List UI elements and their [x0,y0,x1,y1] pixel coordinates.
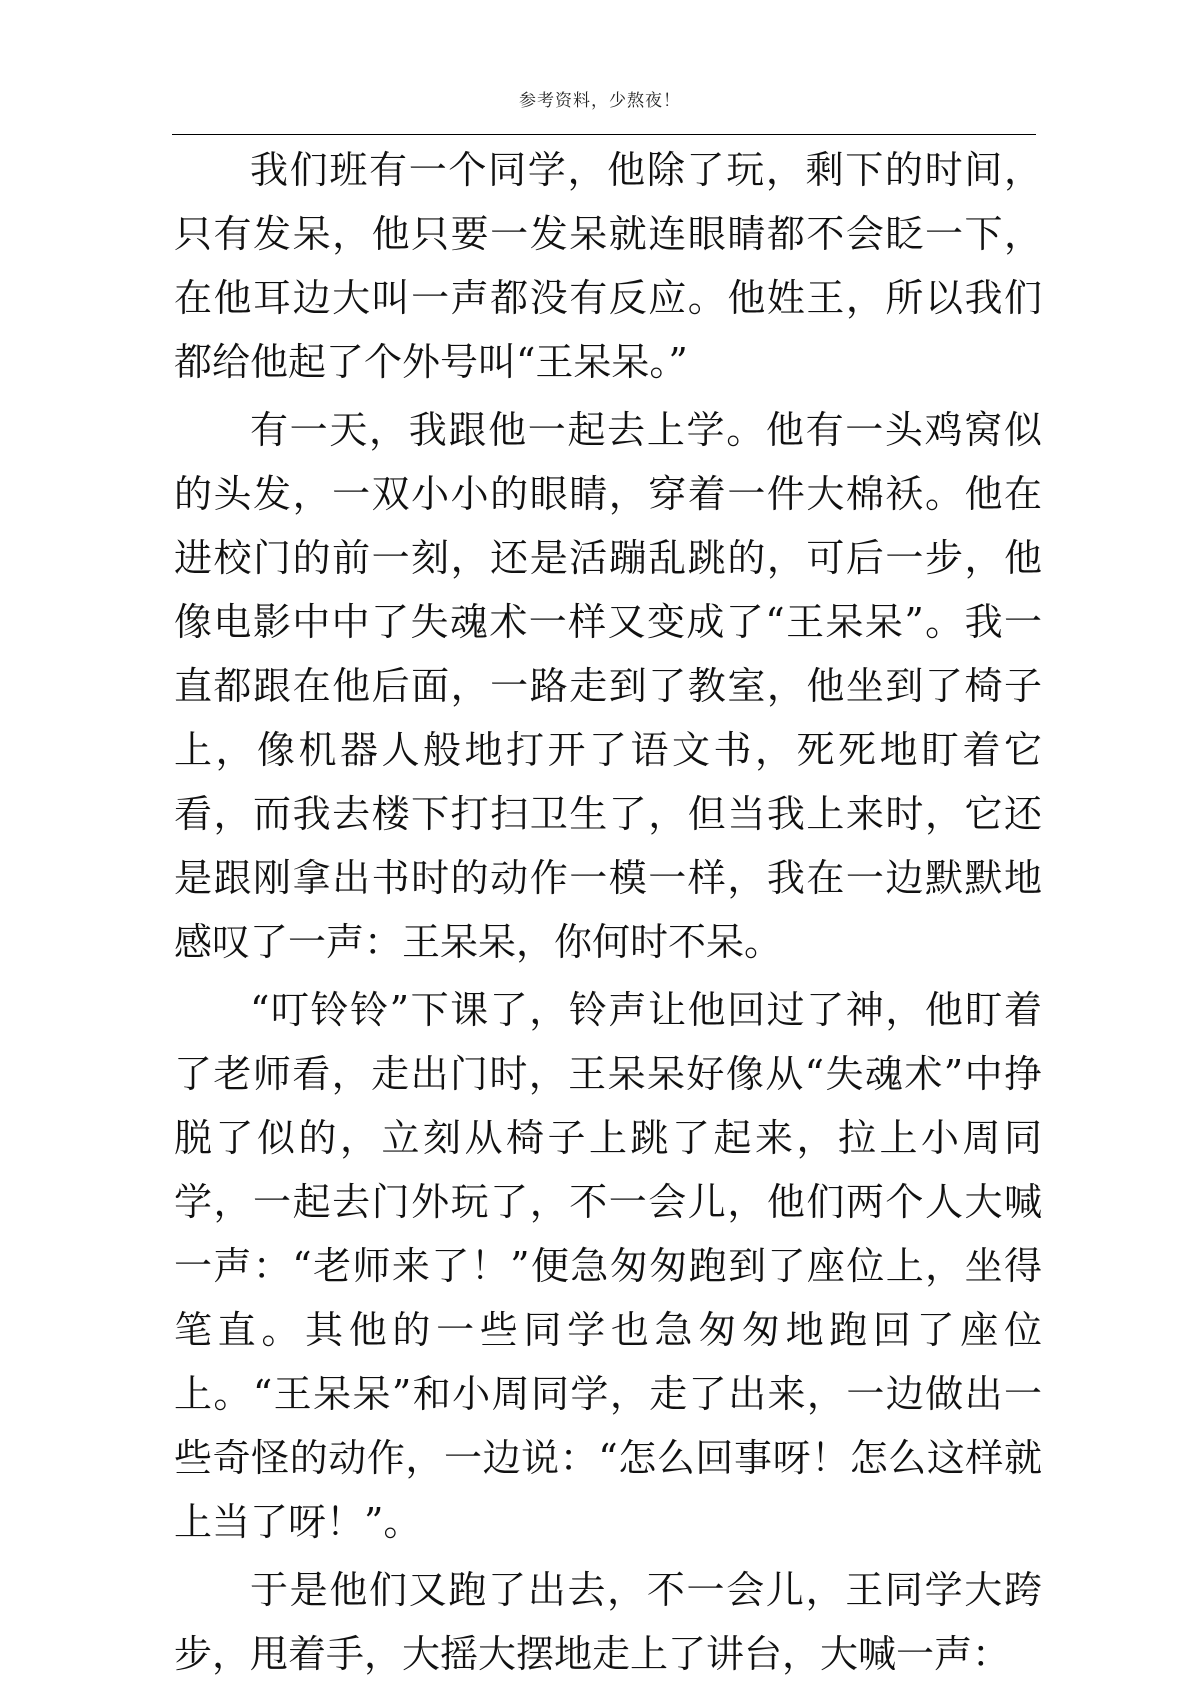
paragraph-3: “叮铃铃”下课了，铃声让他回过了神，他盯着了老师看，走出门时，王呆呆好像从“失魂术”中挣脱了似的，立刻从椅子上跳了起来，拉上小周同学，一起去门外玩了，不一会儿，他们两个人大喊一声：“老师来了！”便急匆匆跑到了座位上，坐得笔直。其他的一些同学也急匆匆地跑回了座位上。“王呆呆”和小周同学，走了出来，一边做出一些奇怪的动作，一边说：“怎么回事呀！怎么这样就上当了呀！”。 [174,988,1042,1544]
paragraph-2: 有一天，我跟他一起去上学。他有一头鸡窝似的头发，一双小小的眼睛，穿着一件大棉袄。他在进校门的前一刻，还是活蹦乱跳的，可后一步，他像电影中中了失魂术一样又变成了“王呆呆”。我一直都跟在他后面，一路走到了教室，他坐到了椅子上，像机器人般地打开了语文书，死死地盯着它看，而我去楼下打扫卫生了，但当我上来时，它还是跟刚拿出书时的动作一模一样，我在一边默默地感叹了一声：王呆呆，你何时不呆。 [174,408,1042,964]
article-body [174,138,1042,1690]
header-divider [172,134,1036,135]
paragraph-1: 我们班有一个同学，他除了玩，剩下的时间，只有发呆，他只要一发呆就连眼睛都不会眨一下，在他耳边大叫一声都没有反应。他姓王，所以我们都给他起了个外号叫“王呆呆。” [174,148,1042,384]
paragraph-4: 于是他们又跑了出去，不一会儿，王同学大跨步，甩着手，大摇大摆地走上了讲台，大喊一声： [174,1568,1042,1676]
page-header: 参考资料，少熬夜！ [519,91,681,111]
